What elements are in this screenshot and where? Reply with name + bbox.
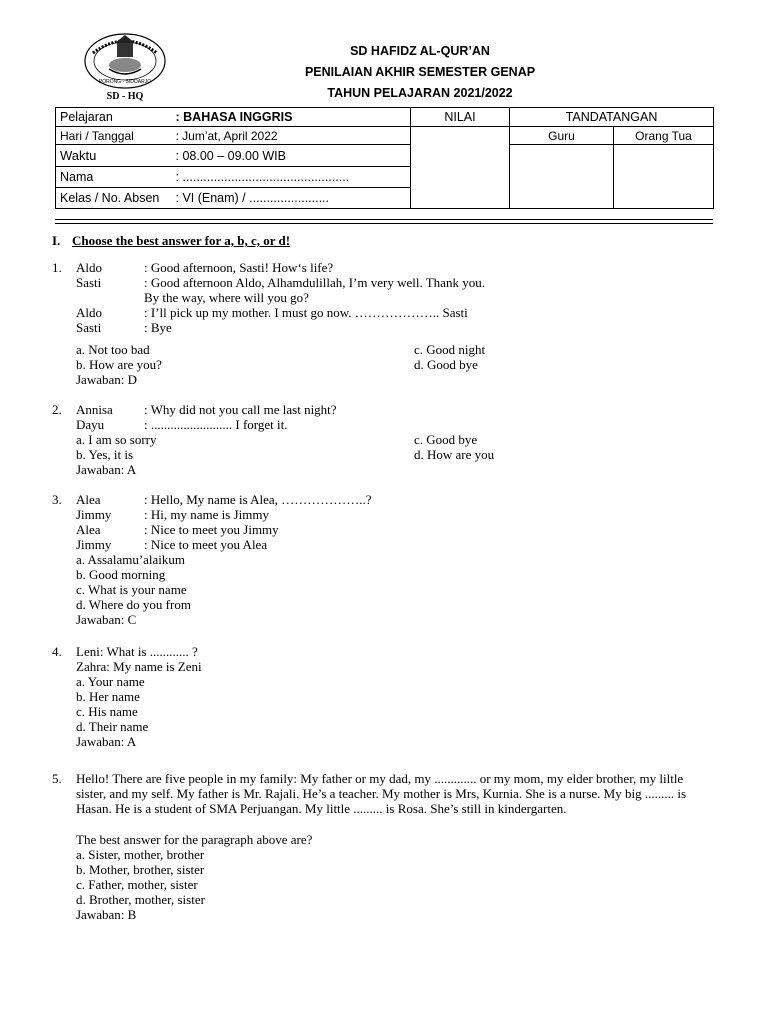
nilai-header: NILAI bbox=[411, 108, 510, 127]
speaker: Sasti bbox=[76, 320, 102, 335]
dialogue-line: : I’ll pick up my mother. I must go now. ……………….. Sasti bbox=[144, 305, 468, 320]
dialogue-line: : Hello, My name is Alea, ………………..? bbox=[144, 492, 372, 507]
dialogue-line: : Good afternoon Aldo, Alhamdulillah, I’m very well. Thank you. bbox=[144, 275, 485, 290]
dialogue-line: By the way, where will you go? bbox=[144, 290, 309, 305]
option-a: a. I am so sorry bbox=[76, 432, 157, 447]
kelas-label: Kelas / No. Absen bbox=[56, 188, 174, 209]
question-number: 3. bbox=[52, 492, 62, 507]
option-a: a. Not too bad bbox=[76, 342, 150, 357]
answer: Jawaban: A bbox=[76, 462, 137, 477]
exam-title: PENILAIAN AKHIR SEMESTER GENAP bbox=[304, 65, 536, 79]
school-name: SD HAFIDZ AL-QUR’AN bbox=[350, 44, 490, 58]
hari-label: Hari / Tanggal bbox=[56, 127, 174, 145]
hari-value: : Jum’at, April 2022 bbox=[174, 127, 411, 145]
pelajaran-value: : BAHASA INGGRIS bbox=[174, 108, 411, 127]
option-b: b. Good morning bbox=[76, 567, 166, 582]
dialogue-line: : Hi, my name is Jimmy bbox=[144, 507, 269, 522]
dialogue-line: : Why did not you call me last night? bbox=[144, 402, 337, 417]
speaker: Dayu bbox=[76, 417, 105, 432]
dialogue-line: : Good afternoon, Sasti! How‘s life? bbox=[144, 260, 334, 275]
question-number: 4. bbox=[52, 644, 62, 659]
orang-tua-signature-box bbox=[614, 145, 714, 209]
speaker: Jimmy bbox=[76, 507, 112, 522]
tandatangan-header: TANDATANGAN bbox=[510, 108, 714, 127]
option-b: b. How are you? bbox=[76, 357, 162, 372]
speaker: Sasti bbox=[76, 275, 102, 290]
waktu-label: Waktu bbox=[56, 145, 174, 167]
dialogue-line: Leni: What is ............ ? bbox=[76, 644, 198, 659]
option-c: c. His name bbox=[76, 704, 138, 719]
question-number: 1. bbox=[52, 260, 62, 275]
pelajaran-label: Pelajaran bbox=[56, 108, 174, 127]
option-d: d. Where do you from bbox=[76, 597, 191, 612]
speaker: Aldo bbox=[76, 260, 102, 275]
speaker: Alea bbox=[76, 492, 101, 507]
dialogue-line: : Bye bbox=[144, 320, 172, 335]
divider-top bbox=[55, 219, 713, 220]
option-b: b. Yes, it is bbox=[76, 447, 134, 462]
option-c: c. Father, mother, sister bbox=[76, 877, 198, 892]
option-c: c. Good bye bbox=[414, 432, 478, 447]
question-text: The best answer for the paragraph above are? bbox=[76, 832, 313, 847]
speaker: Alea bbox=[76, 522, 101, 537]
option-d: d. How are you bbox=[414, 447, 495, 462]
divider-bottom bbox=[55, 223, 713, 224]
section-number: I. bbox=[52, 233, 61, 248]
dialogue-line: : Nice to meet you Jimmy bbox=[144, 522, 279, 537]
speaker: Annisa bbox=[76, 402, 113, 417]
option-d: d. Their name bbox=[76, 719, 149, 734]
option-b: b. Mother, brother, sister bbox=[76, 862, 205, 877]
dialogue-line: : ......................... I forget it. bbox=[144, 417, 288, 432]
academic-year: TAHUN PELAJARAN 2021/2022 bbox=[327, 86, 513, 100]
orang-tua-header: Orang Tua bbox=[614, 127, 714, 145]
question-number: 5. bbox=[52, 771, 62, 786]
guru-signature-box bbox=[510, 145, 614, 209]
kelas-value: : VI (Enam) / ....................... bbox=[174, 188, 411, 209]
question-number: 2. bbox=[52, 402, 62, 417]
option-c: c. What is your name bbox=[76, 582, 187, 597]
option-c: c. Good night bbox=[414, 342, 486, 357]
speaker: Aldo bbox=[76, 305, 102, 320]
option-a: a. Sister, mother, brother bbox=[76, 847, 205, 862]
dialogue-line: Zahra: My name is Zeni bbox=[76, 659, 202, 674]
logo-text: SD - HQ bbox=[106, 91, 144, 102]
section-title: Choose the best answer for a, b, c, or d! bbox=[72, 233, 291, 248]
option-a: a. Your name bbox=[76, 674, 145, 689]
student-info-table bbox=[55, 107, 714, 209]
waktu-value: : 08.00 – 09.00 WIB bbox=[174, 145, 411, 167]
paragraph: Hello! There are five people in my family: My father or my dad, my ............. or my mom, my elder brother, my liltle sister, and my self. My father is Mr. Rajali. He’s a teacher. My mother is Mrs, Kurnia. She is a nurse. My big ......... is Hasan. He is a student of SMA Perjuangan. My little ......... is Rosa. She’s still in kindergarten. bbox=[76, 771, 687, 816]
nama-value: : ................................................ bbox=[174, 167, 411, 188]
nama-label: Nama bbox=[56, 167, 174, 188]
option-d: d. Good bye bbox=[414, 357, 478, 372]
dialogue-line: : Nice to meet you Alea bbox=[144, 537, 268, 552]
answer: Jawaban: D bbox=[76, 372, 138, 387]
option-d: d. Brother, mother, sister bbox=[76, 892, 205, 907]
answer: Jawaban: C bbox=[76, 612, 137, 627]
option-a: a. Assalamu’alaikum bbox=[76, 552, 186, 567]
answer: Jawaban: A bbox=[76, 734, 137, 749]
answer: Jawaban: B bbox=[76, 907, 137, 922]
nilai-box bbox=[411, 127, 510, 209]
option-b: b. Her name bbox=[76, 689, 140, 704]
guru-header: Guru bbox=[510, 127, 614, 145]
school-logo bbox=[79, 31, 171, 103]
speaker: Jimmy bbox=[76, 537, 112, 552]
logo-ring-text: PORONG · SIDOARJO bbox=[98, 79, 152, 85]
